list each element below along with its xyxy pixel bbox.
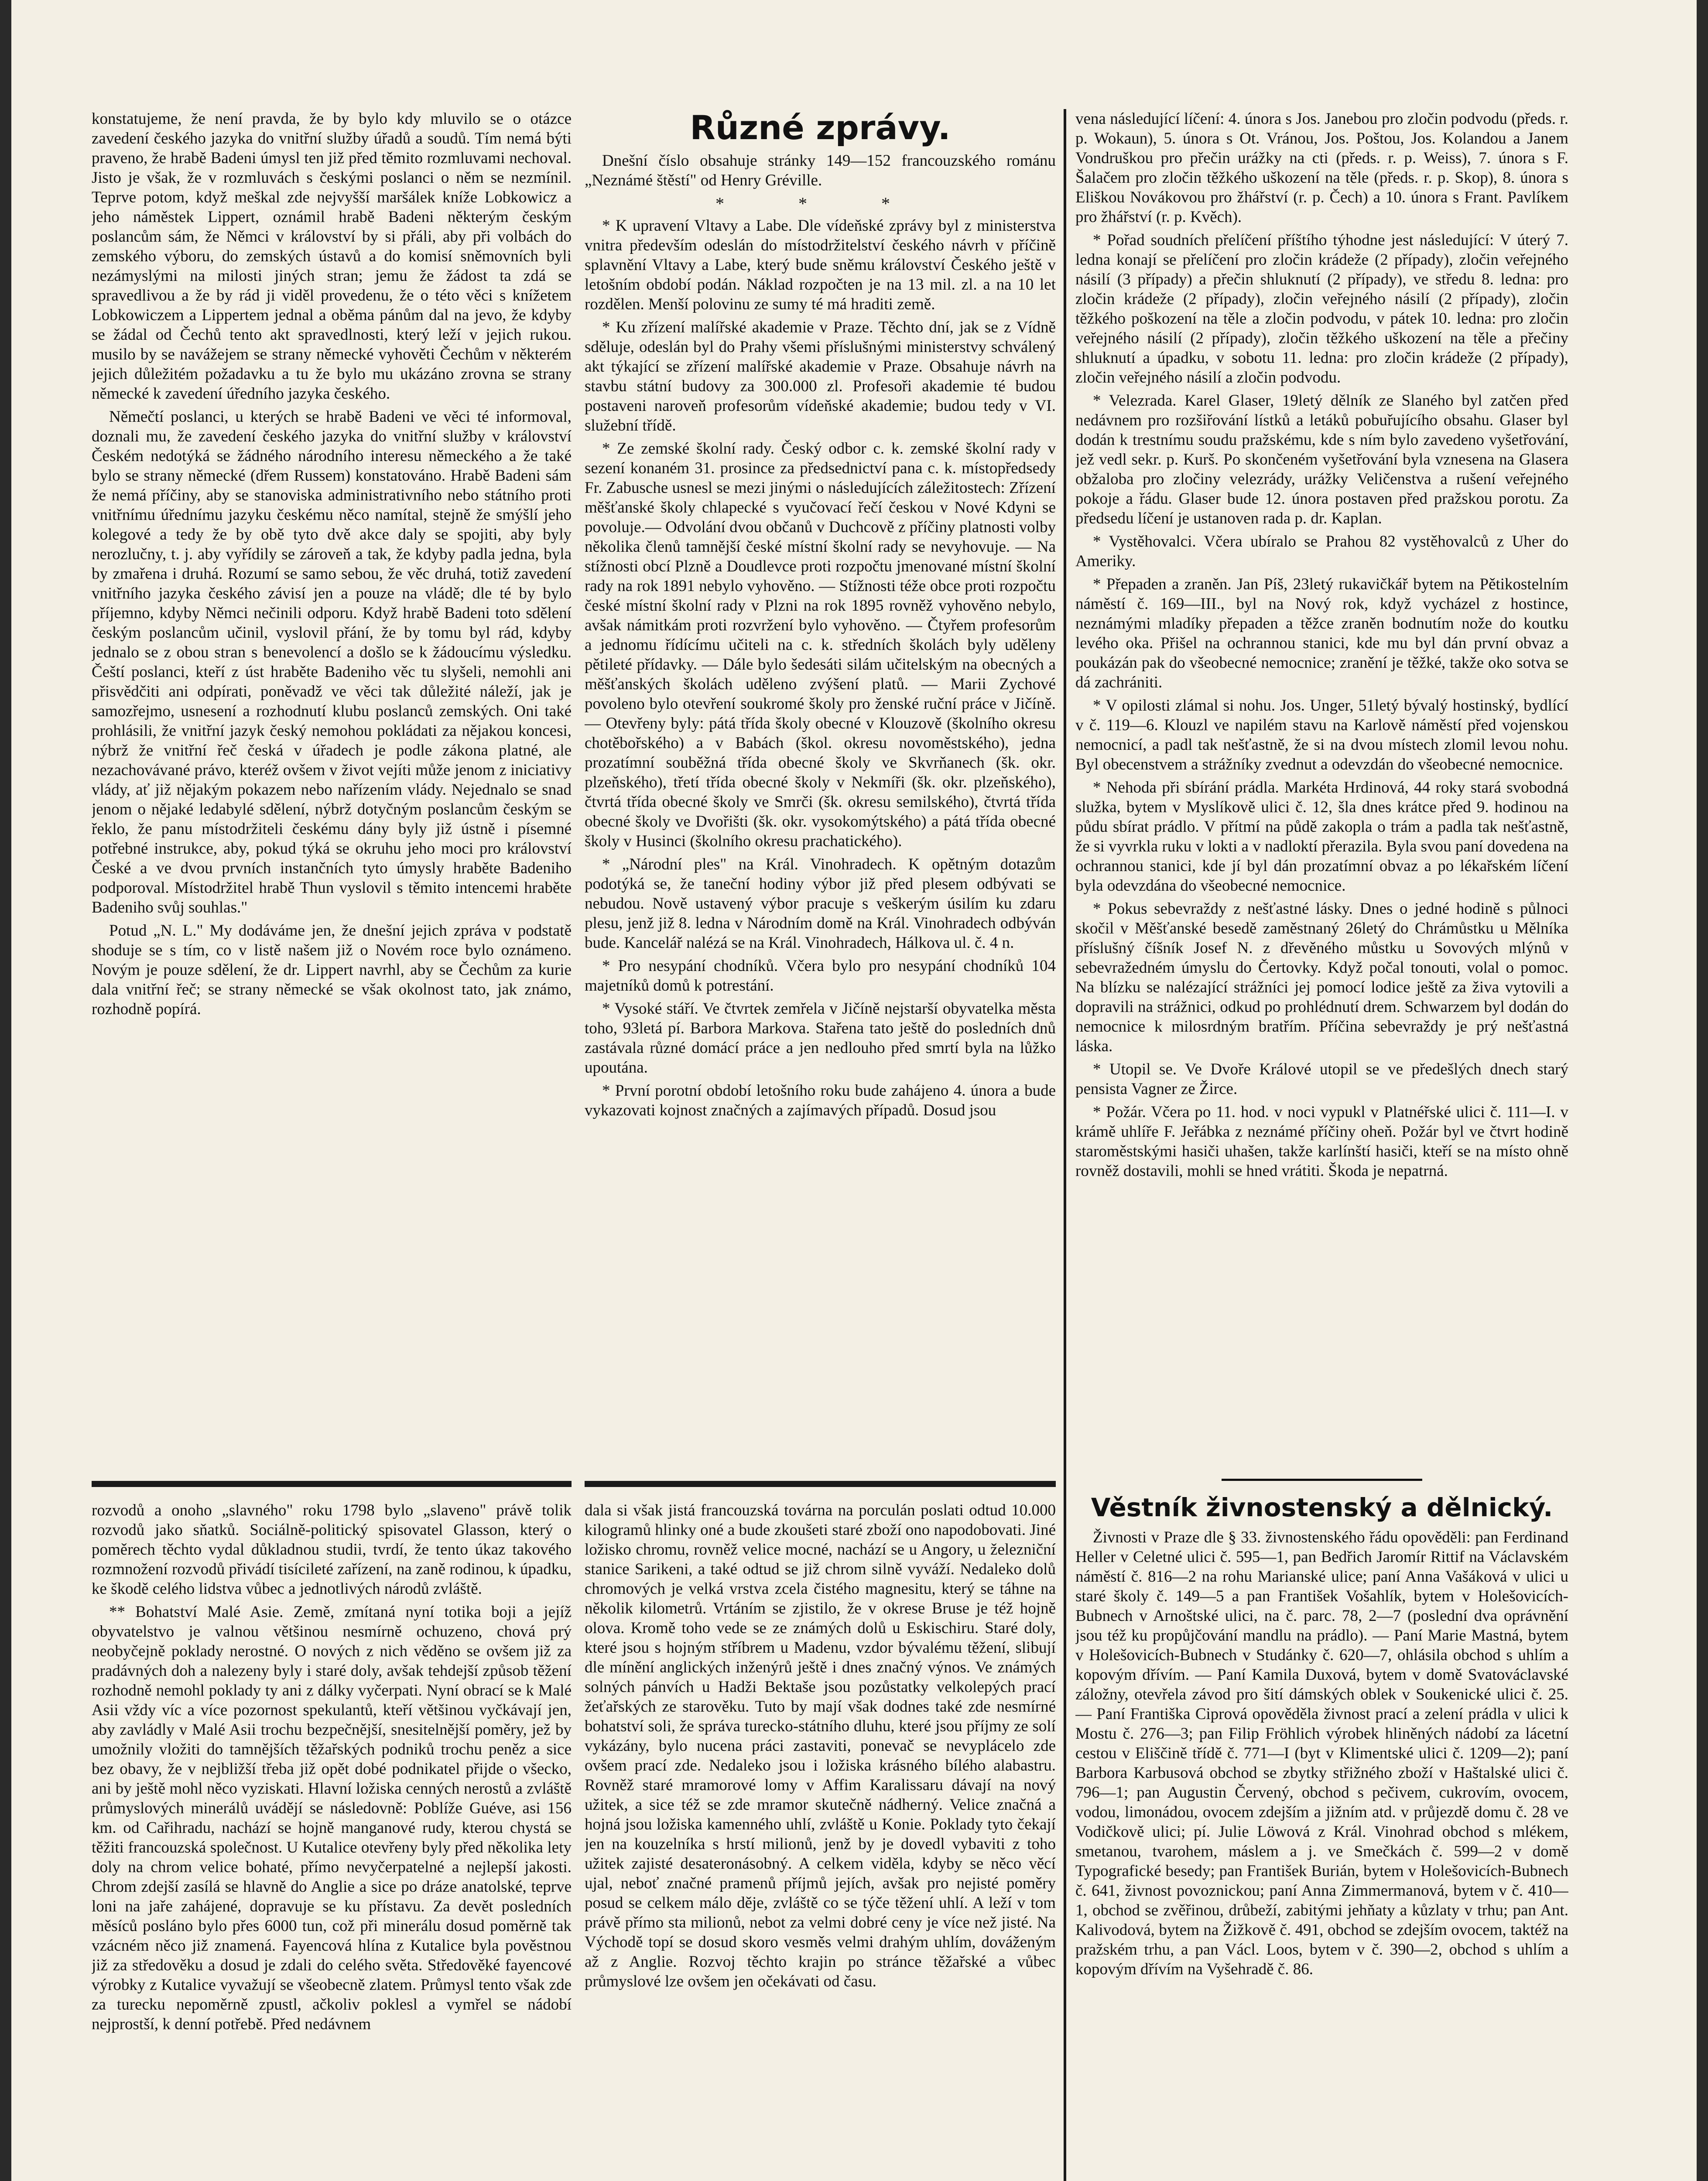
column-divider: [92, 1481, 572, 1487]
paragraph: * Nehoda při sbírání prádla. Markéta Hrdinová, 44 roky stará svobodná služka, bytem v Myslíkově ulici č. 12, šla dnes krátce před 9. hodinou na půdu sbírat prádlo. V přítmí na půdě zakopla o trám a padla tak nešťastně, že si vyvrkla ruku v lokti a v nadloktí přerazila. Byla svou paní dovedena na ochrannou stanici, kde jí byl dán prozatímní obvaz a po lékařském líčení byla odevzdána do všeobecné nemocnice.: [1075, 779, 1568, 895]
paragraph: konstatujeme, že není pravda, že by bylo kdy mluvilo se o otázce zavedení českého jazyka do vnitřní služby úřadů a soudů. Tím nemá býti praveno, že hrabě Badeni úmysl ten již před těmito rozmluvami nechoval. Jisto je však, že v rozmluvách s českými poslanci o něm se nezmínil. Teprve potom, když meškal zde nejvyšší maršálek kníže Lobkowicz a jeho náměstek Lippert, oznámil hrabě Badeni některým českým poslancům sám, že Němci v království by si přáli, aby při volbách do zemského výboru, do zemských ústavů a do komisí sněmovních byli nezámyslými na milosti jiných stran; jemu že žádost ta zdá se spravedlivou a že by rád ji viděl provedenu, že o této věci s knížetem Lobkowiczem a Lippertem jednal a oběma pánům dal na jevo, že kdyby se žádal od Čechů tento akt spravedlnosti, který leží v jejich rukou. musilo by se navážejem se strany německé vyhověti Čechům v některém jejich důležitém požadavku a tu že bylo mu ukázáno zrovna se strany německé k zavedení úředního jazyka českého.: [92, 110, 572, 403]
paragraph: * V opilosti zlámal si nohu. Jos. Unger, 51letý bývalý hostinský, bydlící v č. 119—6. Klouzl ve napilém stavu na Karlově náměstí před vojenskou nemocnicí, a padl tak nešťastně, že si na dvou místech zlomil levou nohu. Byl obecenstvem a strážníky zvednut a odevzdán do všeobecné nemocnice.: [1075, 697, 1568, 773]
scan-edge-right: [1697, 0, 1708, 2181]
paragraph: * Vystěhovalci. Včera ubíralo se Prahou 82 vystěhovalců z Uher do Ameriky.: [1075, 533, 1568, 570]
section-title-vestnik: Věstník živnostenský a dělnický.: [1091, 1493, 1553, 1522]
paragraph: * Pro nesypání chodníků. Včera bylo pro nesypání chodníků 104 majetníků domů k potrestání.: [585, 957, 1056, 995]
column-middle-top: [585, 109, 1056, 1466]
column-right-bottom: [1075, 1492, 1568, 2181]
column-left-bottom: [92, 1501, 572, 2181]
column-rule: [1064, 109, 1066, 2181]
column-right: [1075, 109, 1568, 1474]
section-title-ruzne-zpravy: Různé zprávy.: [690, 109, 951, 147]
column-divider: [585, 1481, 1056, 1487]
paragraph: rozvodů a onoho „slavného" roku 1798 bylo „slaveno" právě tolik rozvodů jako sňatků. Sociálně-politický spisovatel Glasson, který o poměrech těchto vydal důkladnou studii, tvrdí, že tento úkaz takového rozmnožení rozvodů přivádí tisícileté zařízení, na zaně rodinou, k úpadku, ke škodě celého lidstva vůbec a jednotlivých národů zvláště.: [92, 1501, 572, 1598]
paragraph: * První porotní období letošního roku bude zahájeno 4. února a bude vykazovati kojnost značných a zajímavých případů. Dosud jsou: [585, 1082, 1056, 1119]
paragraph: * Přepaden a zraněn. Jan Píš, 23letý rukavičkář bytem na Pětikostelním náměstí č. 169—III., byl na Nový rok, když vycházel z hostince, neznámými mladíky přepaden a těžce zraněn bodnutím nože do koutku levého oka. Přišel na ochrannou stanici, kde mu byl dán první obvaz a poukázán pak do všeobecné nemocnice; zranění je těžké, takže oko sotva se dá zachrániti.: [1075, 575, 1568, 691]
scan-edge-left: [0, 0, 11, 2181]
column-middle-bottom: [585, 1501, 1056, 2181]
paragraph: * Pokus sebevraždy z nešťastné lásky. Dnes o jedné hodině s půlnoci skočil v Měšťanské besedě zaměstnaný 26letý do Chrámůstku u Mělníka příslušný číšník Josef N. z dřevěného můstku u Sovových mlýnů v sebevražedném úmyslu do Čertovky. Když počal tonouti, volal o pomoc. Na blízku se nalézající strážníci jej pomocí lodice ještě za živa vytovili a dopravili na strážnici, odkud po prohlédnutí drem. Schwarzem byl dodán do nemocnice k milosrdným bratřím. Příčina sebevraždy je prý nešťastná láska.: [1075, 900, 1568, 1055]
paragraph: ** Bohatství Malé Asie. Země, zmítaná nyní totika boji a jejíž obyvatelstvo je valnou většinou nesmírně ochuzeno, chová prý neobyčejně poklady nerostné. O nových z nich věděno se ovšem již za pradávných doh a nalezeny byly i staré doly, avšak tehdejší způsob těžení rozhodně nemohl poklady ty ani z dálky vyčerpati. Nyní obrací se k Malé Asii vždy víc a více pozornost spekulantů, kteří většinou vyčkávají jen, aby zavládly v Malé Asii trochu bezpečnější, snesitelnější poměry, jež by umožnily vložiti do tamnějších těžařských podniků trochu peněz a sice bez obavy, že v nejbližší třeba již opět dobé podnikatel přijde o všecko, ani by ještě mohl něco vyziskati. Hlavní ložiska cenných nerostů a zvláště průmyslových minerálů uvádějí se následovně: Poblíže Guéve, asi 156 km. od Cařihradu, nachází se hojně manganové rudy, kterou chystá se těžiti francouzská společnost. U Kutalice otevřeny byly před několika lety doly na chrom velice bohaté, přímo nevyčerpatelné a nejlepší jakosti. Chrom zdejší zasílá se hlavně do Anglie a sice po dráze anatolské, teprve loni na jaře zahájené, dopravuje se ku přístavu. Za devět posledních měsíců posláno bylo přes 6000 tun, což při minerálu dosud poměrně tak vzácném něco již znamená. Fayencová hlína z Kutalice byla pověstnou již za středověku a dosud je zdali do celého světa. Středověké fayencové výrobky z Kutalice vyvažují se všeobecně zlatem. Průmysl tento však zde za turecku nepoměrně zpustl, ačkoliv poklesl a vymřel se nádobí nejprostší, k denní potřebě. Před nedávnem: [92, 1603, 572, 2033]
paragraph: * Utopil se. Ve Dvoře Králové utopil se ve předešlých dnech starý pensista Vagner ze Žirce.: [1075, 1060, 1568, 1098]
paragraph: Němečtí poslanci, u kterých se hrabě Badeni ve věci té informoval, doznali mu, že zavedení českého jazyka do vnitřní služby v království Českém nedotýká se žádného národního interesu německého a že také bylo se strany německé (dřem Russem) konstatováno. Hrabě Badeni sám že nemá příčiny, aby se stanoviska administrativního nebo státního proti vnitřnímu úřednímu jazyku českému něco namítal, stejně že smýšlí jeho kolegové a tedy že by obě tyto dvě akce daly se spojiti, aby byly nerozlučny, t. j. aby vyřídily se zároveň a tak, že kdyby padla jedna, byla by zmařena i druhá. Rozumí se samo sebou, že věc druhá, totiž zavedení vnitřního jazyka českého závisí jen a pouze na vládě; dle té by bylo příjemno, kdyby Němci nečinili odporu. Když hrabě Badeni toto sdělení českým poslancům učinil, vyslovil přání, že by tomu byl rád, kdyby jednalo se z obou stran s benevolencí a došlo se k žádoucímu výsledku. Čeští poslanci, kteří z úst hraběte Badeniho věc tu slyšeli, nemohli ani přisvědčiti ani odpírati, poněvadž ve věci tak důležité náleží, jak je samozřejmo, usnesení a rozhodnutí klubu poslanců zemských. Oni také prohlásili, že vnitřní jazyk český nemohou pokládati za nějakou koncesi, nýbrž že vnitřní řeč česká v úřadech je podle zákona platné, ale nezachovávané právo, kteréž ovšem v život vejíti může jenom z iniciativy vlády, ať již nějakým pokazem nebo nařízením vlády. Nejednalo se snad jenom o nějaké ledabylé sdělení, nýbrž dotyčným poslancům českým se řeklo, že panu místodržiteli českému dány byly již ústně i písemné potřebné instrukce, aby, pokud týká se okruhu jeho moci pro království České a ve dvou prvních instančních tyto úmysly hraběte Badeniho podporoval. Místodržitel hrabě Thun vyslovil s těmito intencemi hraběte Badeniho svůj souhlas.": [92, 408, 572, 916]
paragraph: vena následující líčení: 4. února s Jos. Janebou pro zločin podvodu (předs. r. p. Wokaun), 5. února s Ot. Vránou, Jos. Poštou, Jos. Kolandou a Janem Vondruškou pro přečin urážky na cti (předs. r. p. Weiss), 7. února s F. Šalačem pro zločin těžkého uškození na těle (předs. r. p. Skop), 8. února s Eliškou Novákovou pro žhářství (r. p. Čech) a 10. února s Frant. Pavlíkem pro žhářství (r. p. Kvěch).: [1075, 110, 1568, 226]
short-separator: [1222, 1479, 1422, 1481]
separator-stars: * * *: [715, 194, 925, 213]
paragraph: * Pořad soudních přelíčení příštího týhodne jest následující: V úterý 7. ledna konají se přelíčení pro zločin krádeže (2 případy), zločin veřejného násilí (3 případy) a přečin shluknutí (2 případy), ve středu 8. ledna: pro zločin krádeže (2 případy), zločin veřejného násilí (2 případy), zločin těžkého poškození na těle a zločin podvodu, v pátek 10. ledna: pro zločin veřejného násilí (2 případy), zločin těžkého uškození na těle a přečiny shluknutí a úpadku, v sobotu 11. ledna: pro zločin krádeže (2 případy), zločin veřejného násilí a zločin podvodu.: [1075, 231, 1568, 386]
paragraph: * „Národní ples" na Král. Vinohradech. K opětným dotazům podotýká se, že taneční hodiny výbor již před plesem odbývati se nebudou. Nově ustavený výbor pracuje s veškerým úsilím ku zdaru plesu, jenž již 8. ledna v Národním domě na Král. Vinohradech odbýván bude. Kancelář nalézá se na Král. Vinohradech, Hálkova ul. č. 4 n.: [585, 855, 1056, 952]
paragraph: * Vysoké stáří. Ve čtvrtek zemřela v Jičíně nejstarší obyvatelka města toho, 93letá pí. Barbora Markova. Stařena tato ještě do posledních dnů zastávala různé domácí práce a jen nedlouho před smrtí byla na lůžko upoutána.: [585, 1000, 1056, 1077]
paragraph: * Požár. Včera po 11. hod. v noci vypukl v Platnéřské ulici č. 111—I. v krámě uhlíře F. Jeřábka z neznámé příčiny oheň. Požár byl ve čtvrt hodině staroměstskými hasiči uhašen, takže karlínští hasiči, kteří se na místo ohně rovněž dostavili, mohli se hned vrátiti. Škoda je nepatrná.: [1075, 1103, 1568, 1180]
paragraph: * Ze zemské školní rady. Český odbor c. k. zemské školní rady v sezení konaném 31. prosince za předsednictví pana c. k. místopředsedy Fr. Zabusche usnesl se mezi jinými o následujících záležitostech: Zřízení měšťanské školy chlapecké s vyučovací řečí českou v Nové Kdyni se povoluje.— Odvolání dvou občanů v Duchcově z příčiny platnosti volby několika členů tamnější české místní školní rady se nevyhovuje. — Na stížnosti obcí Plzně a Doudlevce proti rozpočtu jmenované místní školní rady na rok 1891 nebylo vyhověno. — Stížnosti téže obce proti rozpočtu české místní školní rady v Plzni na rok 1895 rovněž vyhověno nebylo, avšak námitkám proti rozvržení bylo vyhověno. — Čtyřem profesorům a jednomu řídícímu učiteli na c. k. středních školách byly uděleny pětileté přídavky. — Dále bylo šedesáti silám učitelským na obecných a měšťanských školách uděleno zvýšení platů. — Marii Zychové povoleno bylo otevření soukromé školy pro ženské ruční práce v Jičíně. — Otevřeny byly: pátá třída školy obecné v Klouzově (školního okresu chotěbořského) a v Babách (škol. okresu novoměstského), jedna prozatímní souběžná třída obecné školy ve Skvrňanech (šk. okr. plzeňského), třetí třída obecné školy v Nekmíři (šk. okr. plzeňského), čtvrtá třída obecné školy ve Smrči (šk. okresu semilského), čtvrtá třída obecné školy ve Dvořišti (šk. okr. vysokomýtského) a pátá třída obecné školy v Husinci (školního okresu prachatického).: [585, 440, 1056, 850]
paragraph: Potud „N. L." My dodáváme jen, že dnešní jejich zpráva v podstatě shoduje se s tím, co v listě našem již o Novém roce bylo oznámeno. Novým je pouze sdělení, že dr. Lippert navrhl, aby se Čechům za kurie dala vnitřní řeč; se strany německé se však okolnost tato, jak známo, rozhodně popírá.: [92, 922, 572, 1018]
paragraph: * Ku zřízení malířské akademie v Praze. Těchto dní, jak se z Vídně sděluje, odeslán byl do Prahy všemi příslušnými ministerstvy schválený akt týkající se zřízení malířské akademie v Praze. Obsahuje návrh na stavbu státní budovy za 300.000 zl. Profesoři akademie té budou postaveni naroveň profesorům vídeňské akademie; budou tedy v VI. služební třídě.: [585, 318, 1056, 434]
paragraph: Živnosti v Praze dle § 33. živnostenského řádu opověděli: pan Ferdinand Heller v Celetné ulici č. 595—1, pan Bedřich Jaromír Rittif na Václavském náměstí č. 816—2 na rohu Marianské ulice; paní Anna Vašáková v ulici u staré školy č. 149—5 a pan František Vošahlík, bytem v Holešovicích-Bubnech v Arnoštské ulici, na č. parc. 78, 2—7 (poslední dva oprávnění jsou též ku propůjčování mandlu na prádlo). — Paní Marie Mastná, bytem v Holešovicích-Bubnech v Studánky č. 620—7, ohlásila obchod s uhlím a kopovým dřívím. — Paní Kamila Duxová, bytem v domě Svatováclavské záložny, otevřela závod pro šití dámských oblek v Soukenické ulici č. 25. — Paní Františka Ciprová opověděla živnost prací a zelení prádla v ulici k Mostu č. 276—3; pan Filip Fröhlich výrobek hliněných nádobí za lácetní cestou v Eliščině třídě č. 771—I (byt v Klimentské ulici č. 1209—2); paní Barbora Karbusová obchod se zbytky střižného zboží v Haštalské ulici č. 796—1; pan Augustin Červený, obchod s pečivem, cukrovím, ovocem, vodou, limonádou, ovocem zdejším a jižním atd. v průjezdě domu č. 28 ve Vodičkově ulici; pí. Julie Löwová z Král. Vinohrad obchod s mlékem, smetanou, tvarohem, máslem a j. ve Smečkách č. 599—2 v domě Typografické besedy; pan František Burián, bytem v Holešovicích-Bubnech č. 641, živnost povoznickou; paní Anna Zimmermanová, bytem v č. 410—1, obchod se zvěřinou, drůbeží, zabitými jehňaty a kůzlaty v trhu; pan Ant. Kalivodová, bytem na Žižkově č. 491, obchod se zdejším ovocem, taktéž na pražském trhu, a pan Václ. Loos, bytem v č. 390—2, obchod s uhlím a kopovým dřívím na Vyšehradě č. 86.: [1075, 1528, 1568, 1978]
paragraph: * K upravení Vltavy a Labe. Dle vídeňské zprávy byl z ministerstva vnitra především odeslán do místodržitelství českého návrh v příčině splavnění Vltavy a Labe, který bude sněmu království Českého ještě v letošním období podán. Náklad rozpočten je na 13 mil. zl. a na 10 let rozdělen. Menší polovinu ze sumy té má hraditi země.: [585, 217, 1056, 313]
intro-paragraph: Dnešní číslo obsahuje stránky 149—152 francouzského románu „Neznámé štěstí" od Henry Gréville.: [585, 152, 1056, 189]
paragraph: * Velezrada. Karel Glaser, 19letý dělník ze Slaného byl zatčen před nedávnem pro rozšiřování lístků a letáků pobuřujícího obsahu. Glaser byl dodán k trestnímu soudu pražskému, kde s ním bylo zavedeno vyšetřování, jež vedl sekr. p. Kurš. Po skončeném vyšetřování byla vznesena na Glasera obžaloba pro zločiny velezrády, urážky Veličenstva a rušení veřejného pokoje a řádu. Glaser bude 12. února postaven před pražskou porotu. Za předsedu líčení je ustanoven rada p. dr. Kaplan.: [1075, 392, 1568, 527]
column-left-top: [92, 109, 572, 1466]
paragraph: dala si však jistá francouzská továrna na porculán poslati odtud 10.000 kilogramů hlinky oné a bude zkoušeti staré zboží ono napodobovati. Jiné ložisko chromu, rovněž velice mocné, nachází se u Angory, u železniční stanice Sarikeni, a také odtud se již chrom silně vyváží. Nedaleko dolů chromových je velká vrstva zcela čistého magnesitu, který se táhne na několik kilometrů. Vrtáním se zjistilo, že v okrese Bruse je též hojně olova. Kromě toho vede se ze známých dolů u Eskischiru. Staré doly, které jsou s hojným stříbrem u Madenu, vzdor bývalému těžení, slibují dle mínění anglických inženýrů ještě i dnes značný výnos. Ve známých solných pánvích u Hadži Bektaše jsou pozůstatky velkolepých prací žeťařských ze starověku. Tuto by mají však dodnes také zde nesmírné bohatství soli, že správa turecko-státního dluhu, které jsou příjmy ze solí vykázány, bylo nucena práci zastaviti, ponevač se nevyplácelo zde ovšem prací zde. Nedaleko jsou i ložiska krásného bílého alabastru. Rovněž staré mramorové lomy v Affim Karalissaru dávají na nový užitek, a sice též se zde mramor skutečně nádherný. Velice značná a hojná jsou ložiska kamenného uhlí, zvláště u Konie. Poklady tyto čekají jen na kouzelníka s hrstí milionů, jenž by je dovedl vybaviti z toho užitek zajisté desateronásobný. A celkem viděla, kdyby se něco věcí ujal, neboť značné pramenů příjmů jejích, avšak pro nejisté poměry posud se celkem málo děje, zvláště co se týče těžení uhlí. A leží v tom právě přímo sta milionů, nebot za velmi dobré ceny je více než jisté. Na Východě topí se dosud skoro vesměs velmi drahým uhlím, dováženým až z Anglie. Rozvoj těchto krajin po stránce těžařské a vůbec průmyslové lze ovšem jen očekávati od času.: [585, 1501, 1056, 1990]
